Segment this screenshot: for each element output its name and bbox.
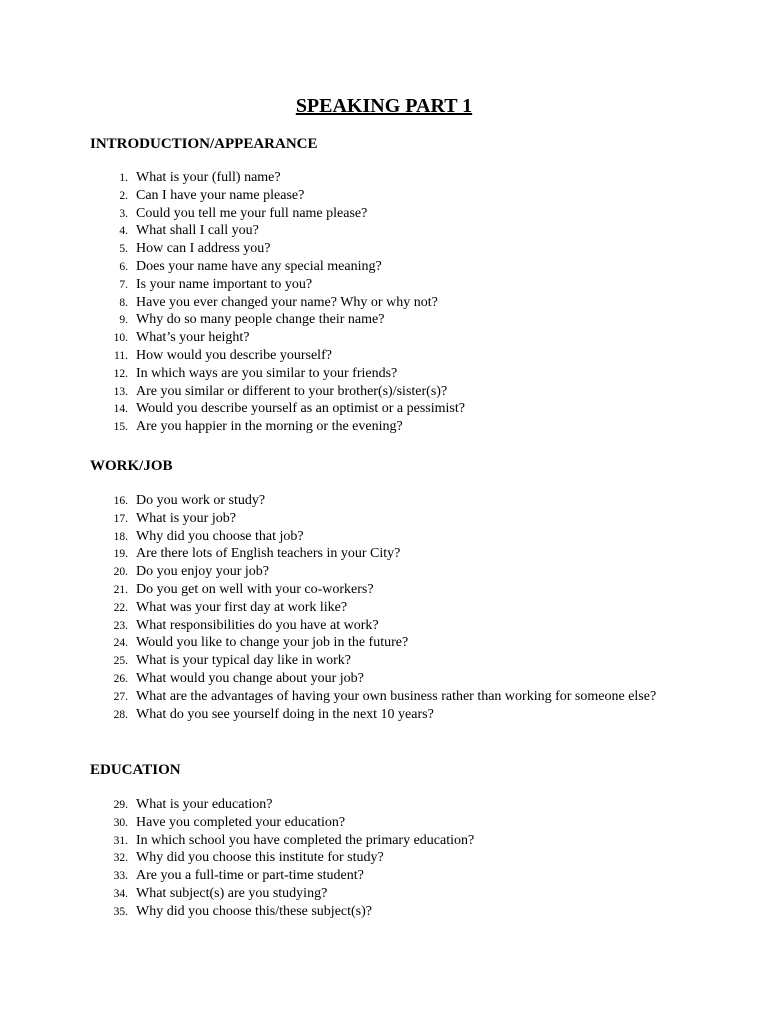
- question-number: 29.: [113, 799, 128, 811]
- question-text: What is your education?: [136, 797, 273, 812]
- list-item: [90, 222, 677, 240]
- list-item: [90, 670, 677, 688]
- question-number: 26.: [113, 672, 128, 685]
- question-text: Why did you choose this institute for study?: [136, 850, 384, 866]
- list-item: [90, 240, 677, 258]
- list-item: [90, 400, 677, 418]
- question-text: How would you describe yourself?: [136, 347, 332, 363]
- question-number: 23.: [113, 619, 128, 632]
- list-item: [90, 634, 677, 652]
- question-text: What’s your height?: [136, 330, 250, 346]
- question-text: What are the advantages of having your own business rather than working for someone else?: [136, 688, 657, 704]
- question-list: [90, 796, 690, 921]
- question-text: Could you tell me your full name please?: [136, 205, 368, 221]
- list-item: [90, 849, 677, 867]
- question-text: What would you change about your job?: [136, 670, 364, 686]
- question-number: 15.: [113, 421, 128, 434]
- question-number: 4.: [119, 225, 128, 238]
- page-title: SPEAKING PART 1: [295, 95, 473, 117]
- list-item: [90, 706, 677, 724]
- list-item: [90, 510, 677, 528]
- question-number: 1.: [119, 172, 128, 184]
- section-introduction-appearance: [90, 134, 690, 436]
- question-text: Do you work or study?: [136, 493, 266, 508]
- question-number: 22.: [113, 601, 128, 614]
- question-number: 19.: [113, 548, 128, 561]
- question-text: Why did you choose that job?: [136, 528, 304, 544]
- question-text: What do you see yourself doing in the next 10 years?: [136, 706, 434, 722]
- question-text: Have you completed your education?: [136, 814, 346, 830]
- list-item: [90, 867, 677, 885]
- question-text: What is your typical day like in work?: [136, 653, 351, 669]
- list-item: [90, 492, 677, 510]
- question-number: 21.: [113, 583, 128, 596]
- list-item: [90, 814, 677, 832]
- question-number: 18.: [113, 530, 128, 543]
- list-item: [90, 329, 677, 347]
- list-item: [90, 169, 677, 187]
- question-text: Would you like to change your job in the future?: [136, 635, 409, 651]
- list-item: [90, 599, 677, 617]
- question-text: Are you happier in the morning or the evening?: [136, 419, 403, 435]
- list-item: [90, 528, 677, 546]
- question-text: What is your job?: [136, 510, 236, 526]
- question-number: 30.: [113, 816, 128, 829]
- question-number: 35.: [113, 905, 128, 918]
- question-text: Have you ever changed your name? Why or why not?: [136, 294, 438, 310]
- question-text: What responsibilities do you have at work?: [136, 617, 379, 633]
- question-text: Do you enjoy your job?: [136, 564, 269, 580]
- list-item: [90, 652, 677, 670]
- question-number: 28.: [113, 708, 128, 721]
- question-text: Can I have your name please?: [136, 187, 305, 203]
- list-item: [90, 365, 677, 383]
- question-number: 20.: [113, 566, 128, 579]
- section-heading: EDUCATION: [90, 762, 181, 778]
- question-number: 34.: [113, 887, 128, 900]
- question-number: 25.: [113, 655, 128, 668]
- question-number: 5.: [119, 243, 128, 256]
- question-number: 2.: [119, 189, 128, 202]
- list-item: [90, 563, 677, 581]
- list-item: [90, 347, 677, 365]
- question-number: 8.: [119, 296, 128, 309]
- question-number: 10.: [113, 332, 128, 345]
- question-number: 9.: [119, 314, 128, 327]
- question-number: 32.: [113, 852, 128, 865]
- question-text: How can I address you?: [136, 241, 271, 257]
- list-item: [90, 205, 677, 223]
- question-number: 3.: [119, 207, 128, 220]
- list-item: [90, 581, 677, 599]
- question-text: Does your name have any special meaning?: [136, 258, 382, 274]
- question-number: 7.: [119, 278, 128, 291]
- question-number: 33.: [113, 870, 128, 883]
- list-item: [90, 545, 677, 563]
- question-number: 16.: [113, 495, 128, 507]
- list-item: [90, 383, 677, 401]
- question-text: What is your (full) name?: [136, 170, 281, 185]
- list-item: [90, 688, 677, 706]
- question-number: 24.: [113, 637, 128, 650]
- question-text: Are there lots of English teachers in your City?: [136, 546, 401, 562]
- list-item: [90, 617, 677, 635]
- question-number: 14.: [113, 403, 128, 416]
- question-number: 6.: [119, 260, 128, 273]
- question-number: 11.: [114, 349, 128, 362]
- section-heading: WORK/JOB: [90, 458, 173, 474]
- question-text: Why did you choose this/these subject(s)?: [136, 903, 373, 919]
- question-number: 12.: [113, 367, 128, 380]
- section-heading: INTRODUCTION/APPEARANCE: [90, 136, 318, 152]
- list-item: [90, 418, 677, 436]
- list-item: [90, 311, 677, 329]
- question-text: Would you describe yourself as an optimist or a pessimist?: [136, 401, 465, 417]
- question-number: 13.: [113, 385, 128, 398]
- question-number: 27.: [113, 690, 128, 703]
- list-item: [90, 187, 677, 205]
- question-text: What was your first day at work like?: [136, 599, 348, 615]
- list-item: [90, 276, 677, 294]
- question-text: Are you a full-time or part-time student?: [136, 868, 364, 884]
- question-number: 17.: [113, 512, 128, 525]
- question-text: In which school you have completed the primary education?: [136, 832, 475, 848]
- question-list: [90, 169, 690, 436]
- question-text: Why do so many people change their name?: [136, 312, 385, 328]
- list-item: [90, 885, 677, 903]
- question-text: What shall I call you?: [136, 223, 259, 239]
- question-text: Is your name important to you?: [136, 276, 313, 292]
- question-text: Are you similar or different to your brother(s)/sister(s)?: [136, 383, 448, 399]
- section-education: [90, 760, 690, 921]
- list-item: [90, 903, 677, 921]
- section-work-job: [90, 456, 690, 723]
- list-item: [90, 294, 677, 312]
- list-item: [90, 832, 677, 850]
- question-number: 31.: [113, 834, 128, 847]
- list-item: [90, 258, 677, 276]
- list-item: [90, 796, 677, 814]
- question-text: Do you get on well with your co-workers?: [136, 581, 374, 597]
- question-list: [90, 492, 690, 723]
- question-text: In which ways are you similar to your friends?: [136, 365, 398, 381]
- question-text: What subject(s) are you studying?: [136, 885, 328, 901]
